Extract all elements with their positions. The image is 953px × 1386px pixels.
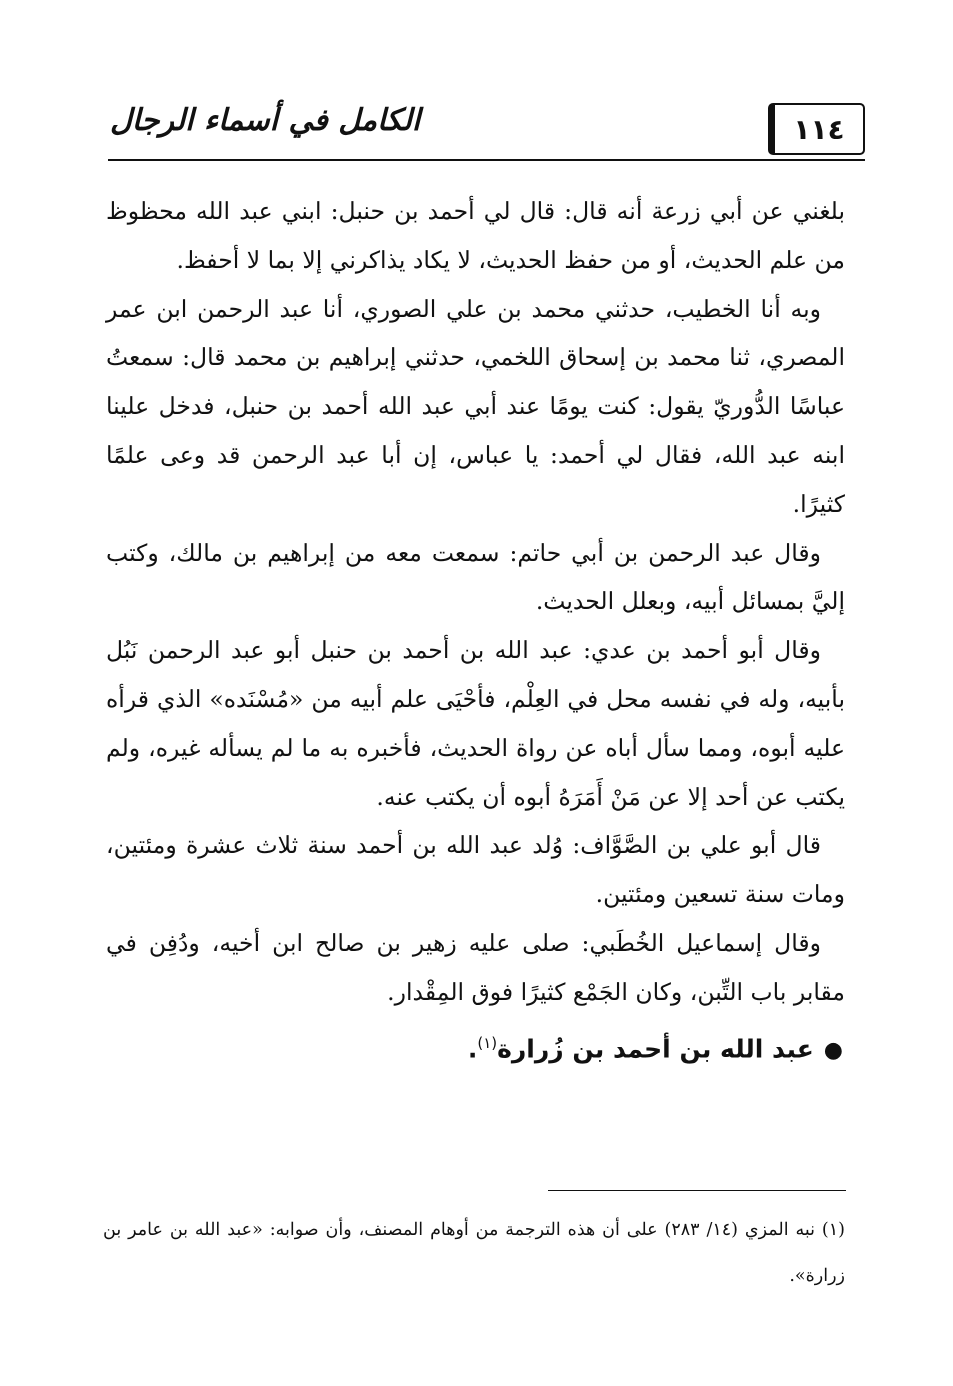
paragraph-5: قال أبو علي بن الصَّوَّاف: وُلد عبد الله بن أحمد سنة ثلاث عشرة ومئتين، ومات سنة تسعين ومئتين. xyxy=(106,831,845,909)
entry-title: عبد الله بن أحمد بن زُرارة xyxy=(497,1033,814,1063)
footnotes xyxy=(103,1207,845,1299)
header-rule xyxy=(108,159,865,161)
running-header xyxy=(108,95,865,161)
bullet-icon: ● xyxy=(823,1037,843,1063)
book-title: الكامل في أسماء الرجال xyxy=(110,103,421,138)
main-text xyxy=(106,187,845,1077)
entry-heading xyxy=(106,1017,845,1077)
paragraph-3: وقال عبد الرحمن بن أبي حاتم: سمعت معه من إبراهيم بن مالك، وكتب إليَّ بمسائل أبيه، وبعلل الحديث. xyxy=(106,538,845,616)
paragraph-6: وقال إسماعيل الخُطَبي: صلى عليه زهير بن صالح ابن أخيه، ودُفِن في مقابر باب التِّبن، وكان الجَمْع كثيرًا فوق المِقْدار. xyxy=(106,928,845,1006)
footnote-marker: (١) xyxy=(477,1033,498,1052)
paragraph-2: وبه أنا الخطيب، حدثني محمد بن علي الصوري، أنا عبد الرحمن ابن عمر المصري، ثنا محمد بن إسحاق اللخمي، حدثني إبراهيم بن محمد قال: سمعتُ عباسًا الدُّوريّ يقول: كنت يومًا عند أبي عبد الله أحمد بن حنبل، فدخل علينا ابنه عبد الله، فقال لي أحمد: يا عباس، إن أبا عبد الرحمن قد وعى علمًا كثيرًا. xyxy=(106,294,845,518)
page-number: ١١٤ xyxy=(768,103,865,155)
footnote-1: (١) نبه المزي (١٤/ ٢٨٣) على أن هذه الترجمة من أوهام المصنف، وأن صوابه: «عبد الله بن عامر بن زرارة». xyxy=(103,1220,845,1286)
paragraph-4: وقال أبو أحمد بن عدي: عبد الله بن أحمد بن حنبل أبو عبد الرحمن نَبُل بأبيه، وله في نفسه محل في العِلْم، فأحْيَى علم أبيه من «مُسْنَده» الذي قرأه عليه أبوه، ومما سأل أباه عن رواة الحديث، فأخبره به ما لم يسأله غيره، ولم يكتب عن أحد إلا عن مَنْ أَمَرَهُ أبوه أن يكتب عنه. xyxy=(106,636,845,811)
paragraph-1: بلغني عن أبي زرعة أنه قال: قال لي أحمد بن حنبل: ابني عبد الله محظوظ من علم الحديث، أو من حفظ الحديث، لا يكاد يذاكرني إلا بما لا أحفظ. xyxy=(106,197,845,274)
entry-end-mark: . xyxy=(467,1033,478,1063)
footnote-separator xyxy=(548,1190,846,1191)
